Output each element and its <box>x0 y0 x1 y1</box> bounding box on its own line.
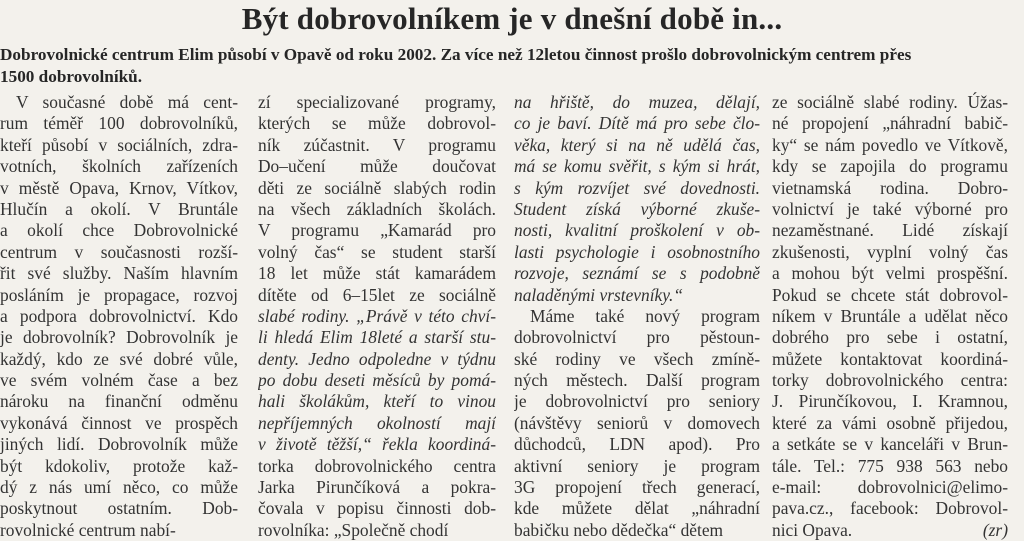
text-line: centrum v současnosti rozší- <box>0 241 238 262</box>
text-line: po dobu deseti měsíců by pomá- <box>258 370 496 391</box>
text-line: Pokud se chcete stát dobrovol- <box>772 284 1008 305</box>
text-line: jiných lidí. Dobrovolník může <box>0 434 238 455</box>
text-line: Hlučín a okolí. V Bruntále <box>0 198 238 219</box>
text-line: dítěte od 6–15let ze sociálně <box>258 284 496 305</box>
text-line: Jarka Pirunčíková a pokra- <box>258 477 496 498</box>
text-line: ných městech. Další program <box>514 370 760 391</box>
text-line: votních, školních zařízeních <box>0 156 238 177</box>
text-line: lasti psychologie i osobnostního <box>514 241 760 262</box>
text-line: v životě těžší,“ řekla koordiná- <box>258 434 496 455</box>
text-line: děti ze sociálně slabých rodin <box>258 177 496 198</box>
text-line: nepříjemných okolností mají <box>258 412 496 433</box>
text-line: čovala v popisu činnosti dob- <box>258 498 496 519</box>
text-line: slabé rodiny. „Právě v této chví- <box>258 305 496 326</box>
text-line: naladěnými vrstevníky.“ <box>514 284 684 305</box>
text-line: ské rodiny ve všech zmíně- <box>514 348 760 369</box>
text-line: je dobrovolnictví pro seniory <box>514 391 760 412</box>
text-line: můžete kontaktovat koordiná- <box>772 348 1008 369</box>
text-line: nároku na finanční odměnu <box>0 391 238 412</box>
text-column-2 <box>258 92 496 541</box>
text-line: posláním je propagace, rozvoj <box>0 284 238 305</box>
text-line: nici Opava. (zr) <box>772 519 1008 540</box>
text-line: tále. Tel.: 775 938 563 nebo <box>772 455 1008 476</box>
text-line: a okolí chce Dobrovolnické <box>0 220 238 241</box>
text-line: vykonává činnost ve prospěch <box>0 412 238 433</box>
text-line: kde můžete dělat „náhradní <box>514 498 760 519</box>
text-line: je dobrovolník? Dobrovolník je <box>0 327 238 348</box>
text-line: rum téměř 100 dobrovolníků, <box>0 113 238 134</box>
text-line: dobrovolnictví pro pěstoun- <box>514 327 760 348</box>
text-line: důchodců, LDN apod). Pro <box>514 434 760 455</box>
text-line: e-mail: dobrovolnici@elimo- <box>772 477 1008 498</box>
text-line: Máme také nový program <box>530 305 760 326</box>
text-line: volnictví je také výborné pro <box>772 198 1008 219</box>
text-line: (návštěvy seniorů v domovech <box>514 412 760 433</box>
text-line: ve svém volném čase a bez <box>0 370 238 391</box>
text-line: Student získá výborné zkuše- <box>514 198 760 219</box>
text-line: Do–učení může doučovat <box>258 156 496 177</box>
lead-line: 1500 dobrovolníků. <box>0 67 143 86</box>
text-line: denty. Jedno odpoledne v týdnu <box>258 348 496 369</box>
text-column-3 <box>514 92 760 541</box>
article-headline: Být dobrovolníkem je v dnešní době in... <box>241 1 783 36</box>
text-line: torky dobrovolnického centra: <box>772 370 1008 391</box>
text-line: má se komu svěřit, s kým si hrát, <box>514 156 760 177</box>
text-line: aktivní seniory je program <box>514 455 760 476</box>
text-line: být kdokoliv, protože kaž- <box>0 455 238 476</box>
text-line: ze sociálně slabé rodiny. Úžas- <box>772 92 1008 112</box>
text-line: nosti, kvalitní proškolení v ob- <box>514 220 760 241</box>
text-line: které za vámi osobně přijedou, <box>772 412 1008 433</box>
text-line: nezaměstnané. Lidé získají <box>772 220 1008 241</box>
text-line: 18 let může stát kamarádem <box>258 263 496 284</box>
lead-line: Dobrovolnické centrum Elim působí v Opavě od roku 2002. Za více než 12letou činnost prošlo dobrovolnickým centrem přes <box>0 45 912 64</box>
text-line: J. Pirunčíkovou, I. Kramnou, <box>772 391 1008 412</box>
text-line: V programu „Kamarád pro <box>258 220 496 241</box>
text-line: poskytnout ostatním. Dob- <box>0 498 238 519</box>
text-line: ník zúčastnit. V programu <box>258 134 496 155</box>
text-column-4 <box>772 92 1008 541</box>
text-column-1 <box>0 92 238 541</box>
text-line: 3G propojení třech generací, <box>514 477 760 498</box>
text-line: kdy se zapojila do programu <box>772 156 1008 177</box>
text-line: V současné době má cent- <box>16 92 238 112</box>
text-line: ky“ se nám povedlo ve Vítkově, <box>772 134 1008 155</box>
text-line: na všech základních školách. <box>258 198 496 219</box>
text-line: rozvoje, seznámí se s podobně <box>514 263 760 284</box>
text-line: babičku nebo dědečka“ dětem <box>514 519 724 540</box>
text-line: kteří působí v sociálních, zdra- <box>0 134 238 155</box>
text-line: vietnamská rodina. Dobro- <box>772 177 1008 198</box>
text-line: na hřiště, do muzea, dělají, <box>514 92 760 112</box>
text-line: li hledá Elim 18leté a starší stu- <box>258 327 496 348</box>
text-line: dý z nás umí něco, co může <box>0 477 238 498</box>
text-line: hali školákům, kteří to vinou <box>258 391 496 412</box>
text-line: a podpora dobrovolnictví. Kdo <box>0 305 238 326</box>
text-line: s kým rozvíjet své dovednosti. <box>514 177 760 198</box>
text-line: zí specializované programy, <box>258 92 496 112</box>
text-line: kterých se může dobrovol- <box>258 113 496 134</box>
text-line: v městě Opava, Krnov, Vítkov, <box>0 177 238 198</box>
text-line: dobrého pro sebe i ostatní, <box>772 327 1008 348</box>
text-line: zkušenosti, vyplní volný čas <box>772 241 1008 262</box>
article-lead <box>0 44 1020 88</box>
text-line: rovolníka: „Společně chodí <box>258 519 449 540</box>
text-line: každý, kdo ze své dobré vůle, <box>0 348 238 369</box>
text-line: níkem v Bruntále a udělat něco <box>772 305 1008 326</box>
text-line: věka, který si na ně udělá čas, <box>514 134 760 155</box>
author-signature: (zr) <box>982 519 1008 540</box>
text-line: řit své služby. Naším hlavním <box>0 263 238 284</box>
text-line: co je baví. Dítě má pro sebe člo- <box>514 113 760 134</box>
text-line: a mohou být velmi prospěšní. <box>772 263 1008 284</box>
text-line: volný čas“ se student starší <box>258 241 496 262</box>
text-line: torka dobrovolnického centra <box>258 455 496 476</box>
text-line: a setkáte se v kanceláři v Brun- <box>772 434 1008 455</box>
text-line: rovolnické centrum nabí- <box>0 519 176 540</box>
text-line: né propojení „náhradní babič- <box>772 113 1008 134</box>
text-line: pava.cz., facebook: Dobrovol- <box>772 498 1008 519</box>
